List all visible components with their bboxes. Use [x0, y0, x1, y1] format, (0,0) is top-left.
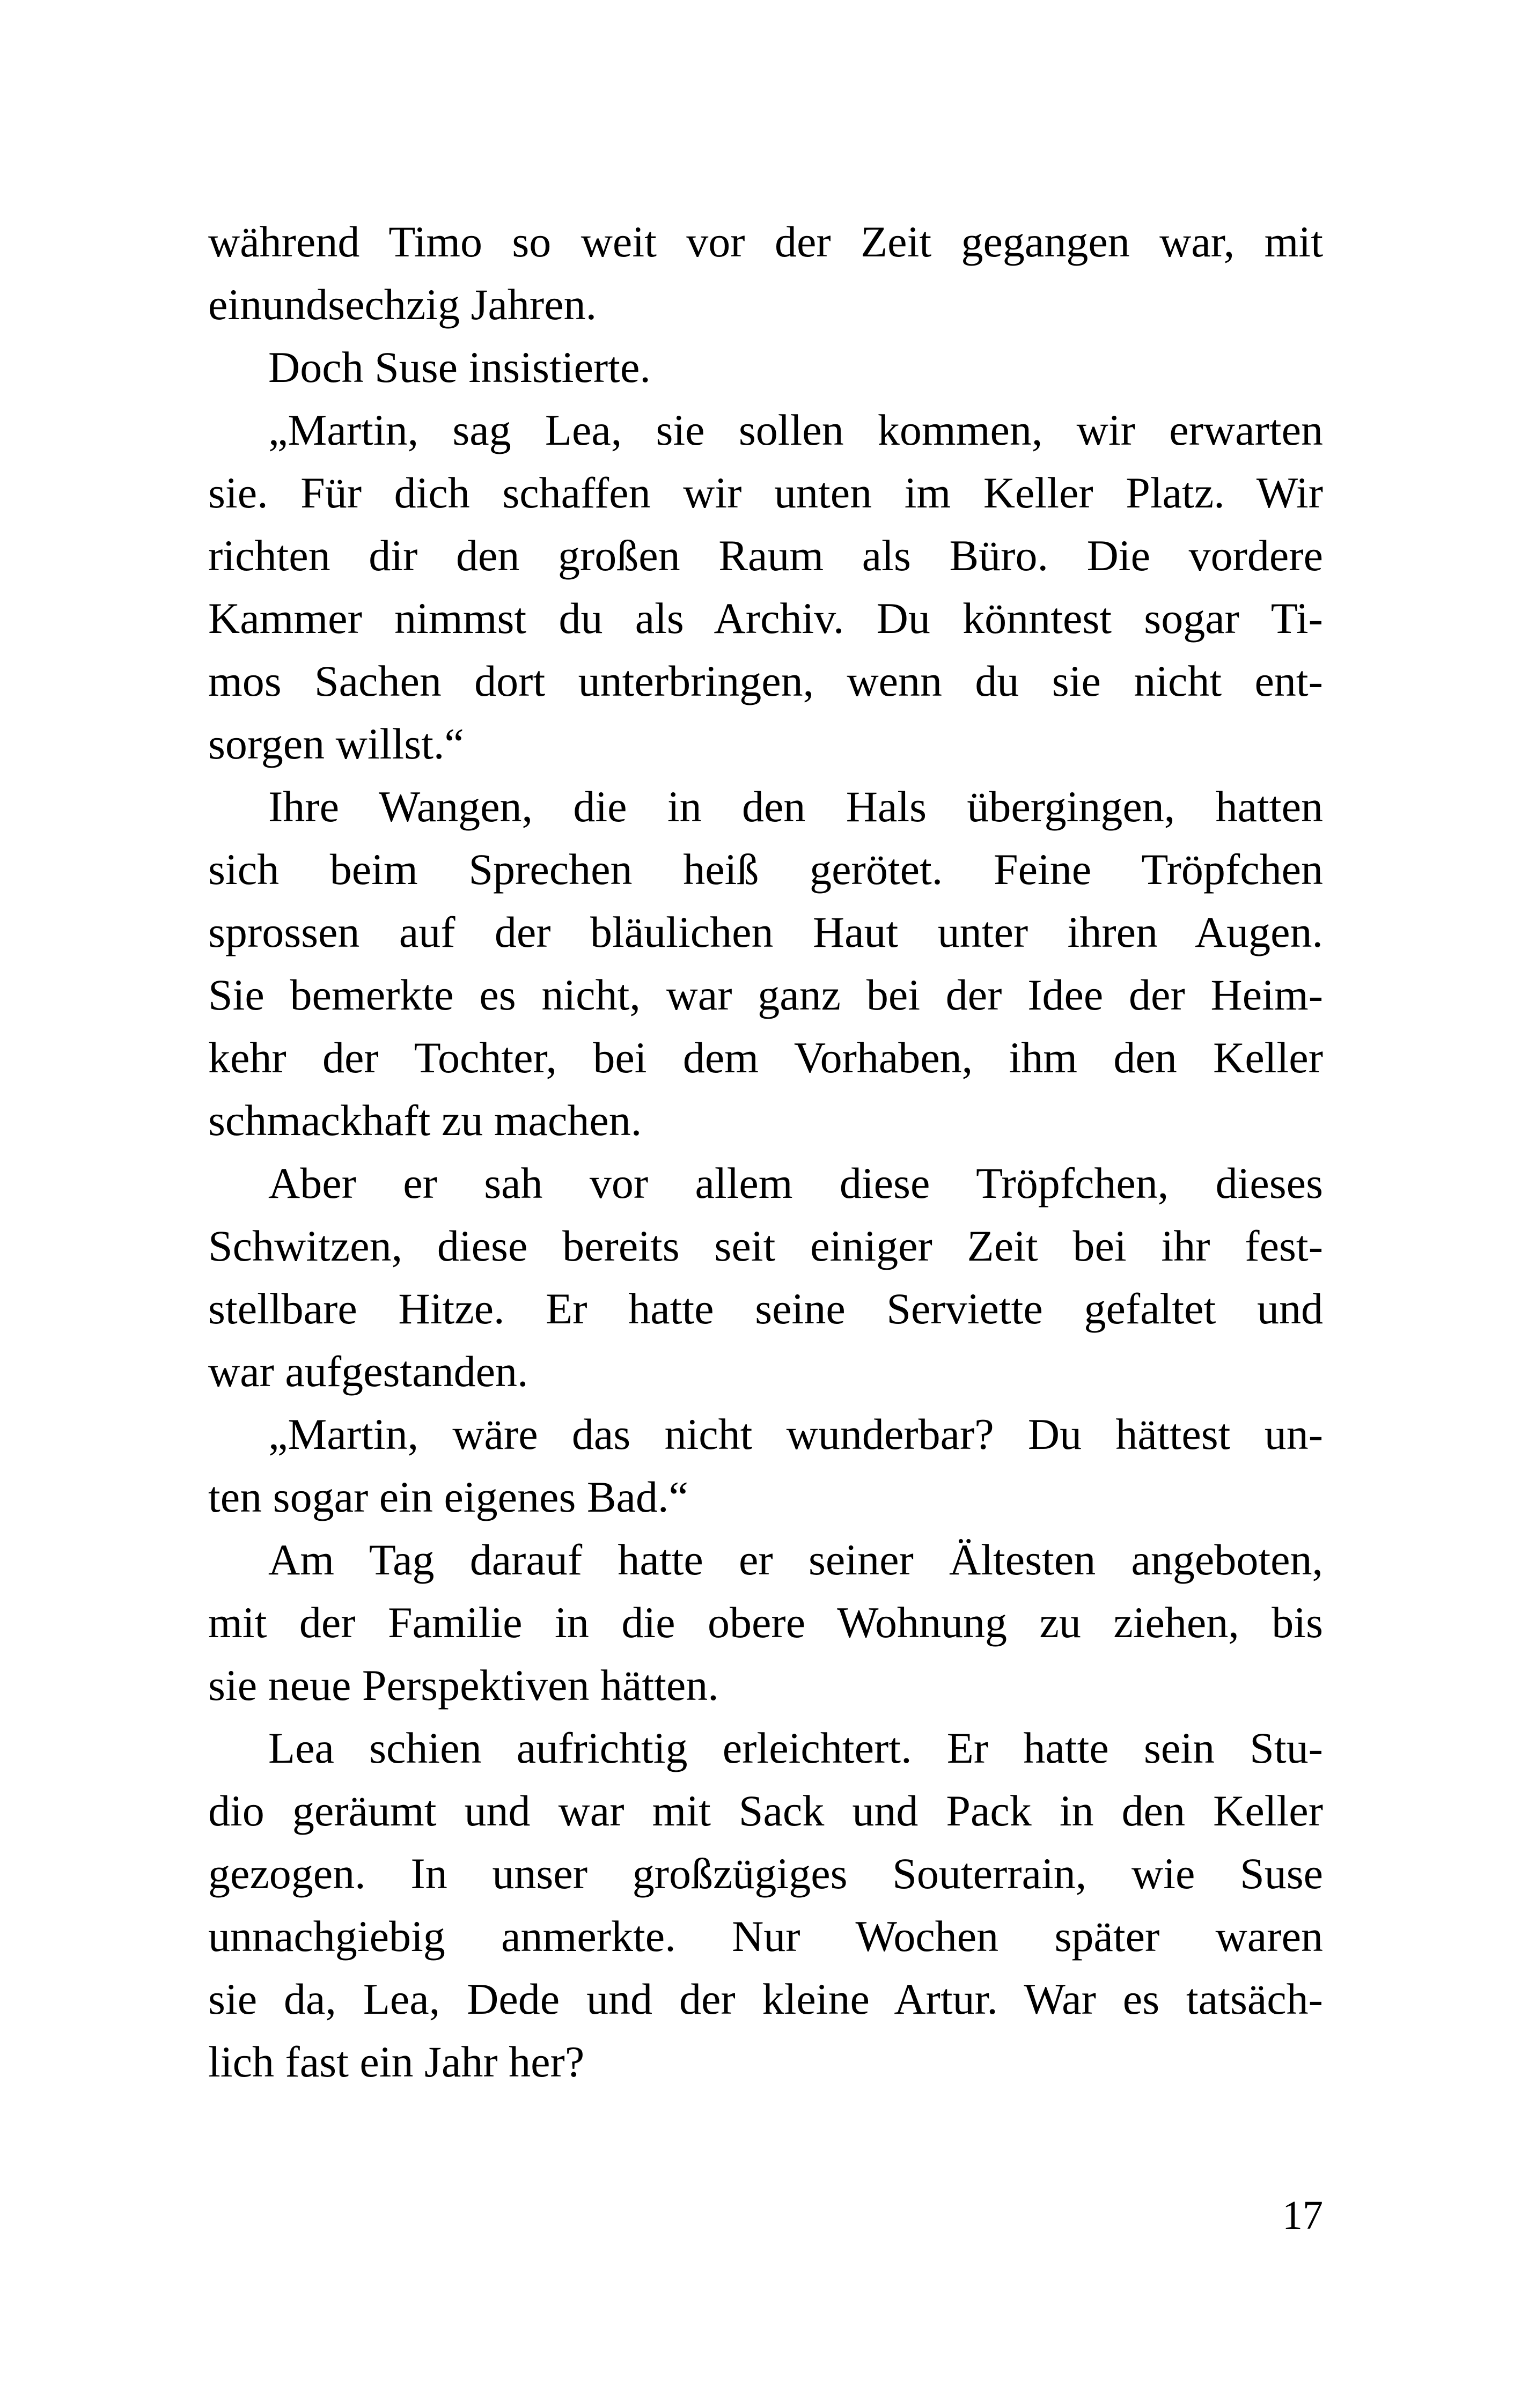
text-line: sie neue Perspektiven hätten.	[208, 1661, 719, 1710]
text-line: unnachgiebig anmerkte. Nur Wochen später waren	[208, 1912, 1323, 1961]
text-line: lich fast ein Jahr her?	[208, 2037, 585, 2086]
text-line: Ihre Wangen, die in den Hals übergingen, hatten	[268, 782, 1323, 831]
text-line: schmackhaft zu machen.	[208, 1096, 642, 1145]
text-line: sich beim Sprechen heiß gerötet. Feine Tröpfchen	[208, 845, 1323, 894]
text-line: stellbare Hitze. Er hatte seine Serviette gefaltet und	[208, 1284, 1323, 1333]
text-line: Kammer nimmst du als Archiv. Du könntest sogar Ti-	[208, 594, 1323, 643]
text-line: Doch Suse insistierte.	[268, 343, 651, 392]
paragraph	[208, 336, 1323, 399]
text-line: richten dir den großen Raum als Büro. Die vordere	[208, 531, 1323, 580]
paragraph	[208, 775, 1323, 1152]
text-line: mos Sachen dort unterbringen, wenn du sie nicht ent-	[208, 657, 1323, 705]
text-line: „Martin, sag Lea, sie sollen kommen, wir erwarten	[268, 406, 1323, 454]
text-line: einundsechzig Jahren.	[208, 280, 597, 329]
paragraph	[208, 1152, 1323, 1403]
text-line: kehr der Tochter, bei dem Vorhaben, ihm den Keller	[208, 1033, 1323, 1082]
page-number: 17	[1282, 2193, 1323, 2238]
text-line: mit der Familie in die obere Wohnung zu ziehen, bis	[208, 1598, 1323, 1647]
text-line: Lea schien aufrichtig erleichtert. Er hatte sein Stu-	[268, 1724, 1323, 1772]
text-line: dio geräumt und war mit Sack und Pack in den Keller	[208, 1786, 1323, 1835]
text-line: „Martin, wäre das nicht wunderbar? Du hättest un-	[268, 1410, 1323, 1459]
paragraph	[208, 1717, 1323, 2093]
paragraph	[208, 1528, 1323, 1717]
paragraph	[208, 1403, 1323, 1528]
text-line: Am Tag darauf hatte er seiner Ältesten angeboten,	[268, 1535, 1323, 1584]
text-line: sie. Für dich schaffen wir unten im Keller Platz. Wir	[208, 468, 1323, 517]
text-line: sorgen willst.“	[208, 719, 464, 768]
paragraph	[208, 399, 1323, 775]
text-line: war aufgestanden.	[208, 1347, 528, 1396]
text-line: während Timo so weit vor der Zeit gegangen war, mit	[208, 217, 1323, 266]
text-line: Aber er sah vor allem diese Tröpfchen, dieses	[268, 1159, 1323, 1207]
page-text	[208, 210, 1323, 2093]
text-line: Sie bemerkte es nicht, war ganz bei der Idee der Heim-	[208, 970, 1323, 1019]
text-line: sprossen auf der bläulichen Haut unter ihren Augen.	[208, 908, 1323, 956]
text-line: sie da, Lea, Dede und der kleine Artur. War es tatsäch-	[208, 1975, 1323, 2023]
text-line: ten sogar ein eigenes Bad.“	[208, 1472, 688, 1521]
text-line: gezogen. In unser großzügiges Souterrain, wie Suse	[208, 1849, 1323, 1898]
paragraph	[208, 210, 1323, 336]
text-line: Schwitzen, diese bereits seit einiger Zeit bei ihr fest-	[208, 1221, 1323, 1270]
